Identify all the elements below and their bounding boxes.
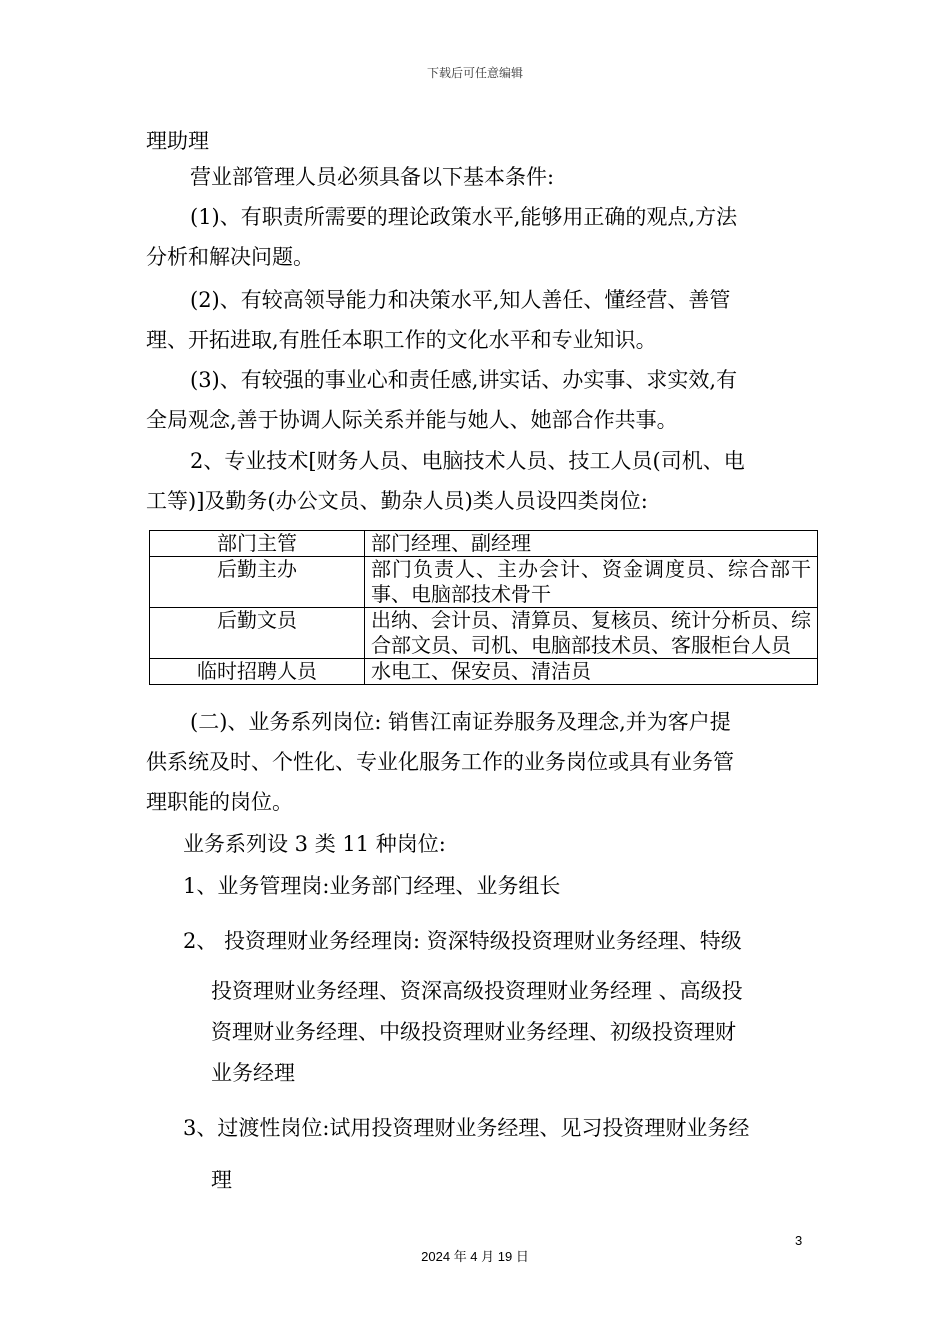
list-item: 3、过渡性岗位:试用投资理财业务经理、见习投资理财业务经 [183,1116,750,1140]
paragraph-line: 营业部管理人员必须具备以下基本条件: [190,165,555,189]
paragraph-line: 理、开拓进取,有胜任本职工作的文化水平和专业知识。 [146,328,657,352]
paragraph-line: (1)、有职责所需要的理论政策水平,能够用正确的观点,方法 [190,205,738,229]
paragraph-line: 2、专业技术[财务人员、电脑技术人员、技工人员(司机、电 [190,449,745,473]
list-item: 2、 投资理财业务经理岗: 资深特级投资理财业务经理、特级 [183,929,742,953]
table-row [150,557,818,608]
table-cell-category: 临时招聘人员 [150,659,365,685]
page-header: 下载后可任意编辑 [426,66,523,80]
table-cell-positions: 部门经理、副经理 [365,531,818,557]
list-item-continuation: 理 [211,1168,232,1192]
table-cell-category: 后勤文员 [150,608,365,659]
list-item: 1、业务管理岗:业务部门经理、业务组长 [183,874,561,898]
paragraph-line: (3)、有较强的事业心和责任感,讲实话、办实事、求实效,有 [190,368,738,392]
list-item-continuation: 资理财业务经理、中级投资理财业务经理、初级投资理财 [211,1020,736,1044]
position-table [149,530,818,685]
paragraph-line: 工等)]及勤务(办公文员、勤杂人员)类人员设四类岗位: [146,489,648,513]
table-row [150,608,818,659]
paragraph-line: 业务系列设 3 类 11 种岗位: [183,832,446,856]
table-cell-positions: 水电工、保安员、清洁员 [365,659,818,685]
paragraph-line: 供系统及时、个性化、专业化服务工作的业务岗位或具有业务管 [146,750,734,774]
page-footer-date: 2024 年 4 月 19 日 [421,1249,529,1264]
list-item-continuation: 投资理财业务经理、资深高级投资理财业务经理 、高级投 [211,979,743,1003]
table-cell-category: 后勤主办 [150,557,365,608]
page-number: 3 [795,1233,803,1248]
paragraph-line: 分析和解决问题。 [146,245,314,269]
table-cell-positions: 出纳、会计员、清算员、复核员、统计分析员、综合部文员、司机、电脑部技术员、客服柜台人员 [365,608,818,659]
paragraph-line: 理助理 [146,129,209,153]
paragraph-line: 理职能的岗位。 [146,790,293,814]
paragraph-line: (二)、业务系列岗位: 销售江南证券服务及理念,并为客户提 [190,710,731,734]
paragraph-line: 全局观念,善于协调人际关系并能与她人、她部合作共事。 [146,408,678,432]
list-item-continuation: 业务经理 [211,1061,295,1085]
table-cell-positions: 部门负责人、主办会计、资金调度员、综合部干事、电脑部技术骨干 [365,557,818,608]
table-row [150,531,818,557]
paragraph-line: (2)、有较高领导能力和决策水平,知人善任、懂经营、善管 [190,288,731,312]
table-cell-category: 部门主管 [150,531,365,557]
table-row [150,659,818,685]
